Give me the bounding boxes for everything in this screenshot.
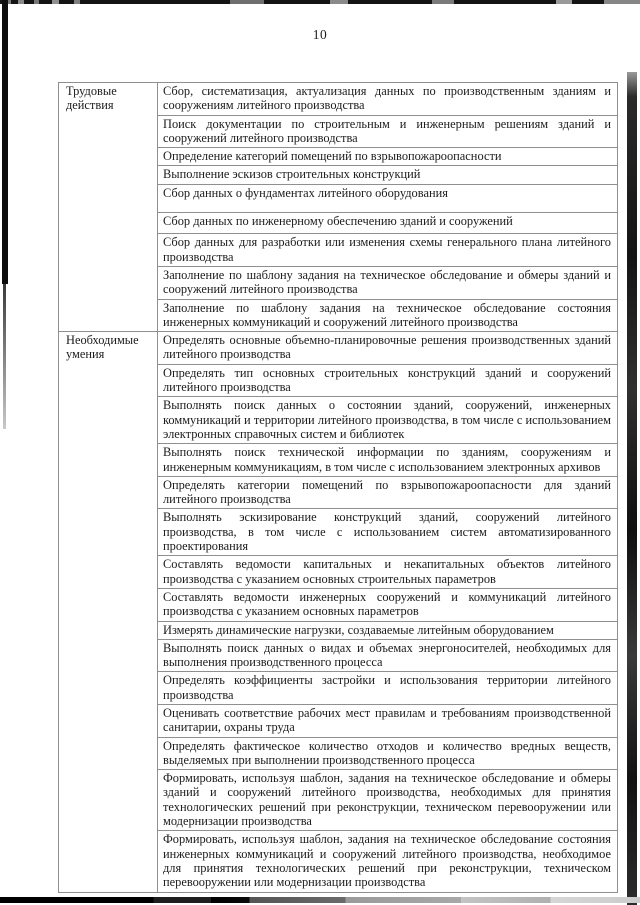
labor-action-cell: Сбор, систематизация, актуализация данных по производственным зданиям и сооружениям литейного производства xyxy=(158,83,618,116)
scan-noise xyxy=(34,0,39,4)
skill-cell: Определять основные объемно-планировочные решения производственных зданий литейного производства xyxy=(158,332,618,365)
scan-noise xyxy=(18,0,24,4)
skill-cell: Составлять ведомости капитальных и некапитальных объектов литейного производства с указанием основных строительных параметров xyxy=(158,556,618,589)
skill-cell: Выполнять поиск данных о состоянии зданий, сооружений, инженерных коммуникаций и территории литейного производства, в том числе с использованием электронных справочных систем и библиотек xyxy=(158,397,618,444)
skill-cell: Определять категории помещений по взрывопожароопасности для зданий литейного производства xyxy=(158,476,618,509)
skill-cell: Определять коэффициенты застройки и использования территории литейного производства xyxy=(158,672,618,705)
scan-noise xyxy=(6,0,11,4)
labor-action-cell: Заполнение по шаблону задания на техническое обследование состояния инженерных коммуникаций и сооружений литейного производства xyxy=(158,299,618,332)
skill-cell: Выполнять эскизирование конструкций зданий, сооружений литейного производства, в том числе с использованием систем автоматизированного проектирования xyxy=(158,509,618,556)
page-number: 10 xyxy=(312,27,328,42)
scan-noise xyxy=(432,0,454,4)
labor-action-cell: Поиск документации по строительным и инженерным решениям зданий и сооружений литейного производства xyxy=(158,115,618,148)
table-row xyxy=(59,83,618,116)
skill-cell: Формировать, используя шаблон, задания на техническое обследование состояния инженерных коммуникаций и сооружений литейного производства, необходимое для принятия технологических решений при реконструкции, техническом перевооружении или модернизации производства xyxy=(158,831,618,892)
labor-action-cell: Сбор данных для разработки или изменения схемы генерального плана литейного производства xyxy=(158,234,618,267)
scan-noise xyxy=(604,0,640,4)
labor-action-cell: Выполнение эскизов строительных конструкций xyxy=(158,166,618,184)
scan-edge-left-fade xyxy=(3,284,6,429)
scan-noise xyxy=(230,0,264,4)
section-header-required-skills: Необходимые умения xyxy=(59,332,158,892)
labor-action-cell: Определение категорий помещений по взрывопожароопасности xyxy=(158,148,618,166)
skill-cell: Определять фактическое количество отходов и количество вредных веществ, выделяемых при выполнении производственного процесса xyxy=(158,737,618,770)
competency-table xyxy=(58,82,618,893)
scan-edge-right xyxy=(627,72,637,905)
skill-cell: Выполнять поиск технической информации по зданиям, сооружениям и инженерным коммуникациям, в том числе с использованием электронных архивов xyxy=(158,444,618,477)
skill-cell: Измерять динамические нагрузки, создаваемые литейным оборудованием xyxy=(158,621,618,639)
scan-noise xyxy=(330,0,348,4)
table-row xyxy=(59,332,618,365)
skill-cell: Определять тип основных строительных конструкций зданий и сооружений литейного производства xyxy=(158,364,618,397)
scan-noise xyxy=(556,0,572,4)
skill-cell: Составлять ведомости инженерных сооружений и коммуникаций литейного производства с указанием основных параметров xyxy=(158,588,618,621)
labor-action-cell: Сбор данных о фундаментах литейного оборудования xyxy=(158,184,618,212)
skill-cell: Оценивать соответствие рабочих мест правилам и требованиям производственной санитарии, охраны труда xyxy=(158,704,618,737)
labor-action-cell: Сбор данных по инженерному обеспечению зданий и сооружений xyxy=(158,213,618,234)
scan-noise xyxy=(74,0,80,4)
skill-cell: Выполнять поиск данных о видах и объемах энергоносителей, необходимых для выполнения производственного процесса xyxy=(158,639,618,672)
scan-edge-bottom xyxy=(0,897,640,903)
scan-edge-top xyxy=(0,0,640,4)
skill-cell: Формировать, используя шаблон, задания на техническое обследование и обмеры зданий и сооружений литейного производства, необходимых для принятия технологических решений при реконструкции, техническом перевооружении или модернизации производства xyxy=(158,770,618,831)
scan-noise xyxy=(52,0,59,4)
section-header-labor-actions: Трудовые действия xyxy=(59,83,158,332)
labor-action-cell: Заполнение по шаблону задания на техническое обследование и обмеры зданий и сооружений литейного производства xyxy=(158,266,618,299)
